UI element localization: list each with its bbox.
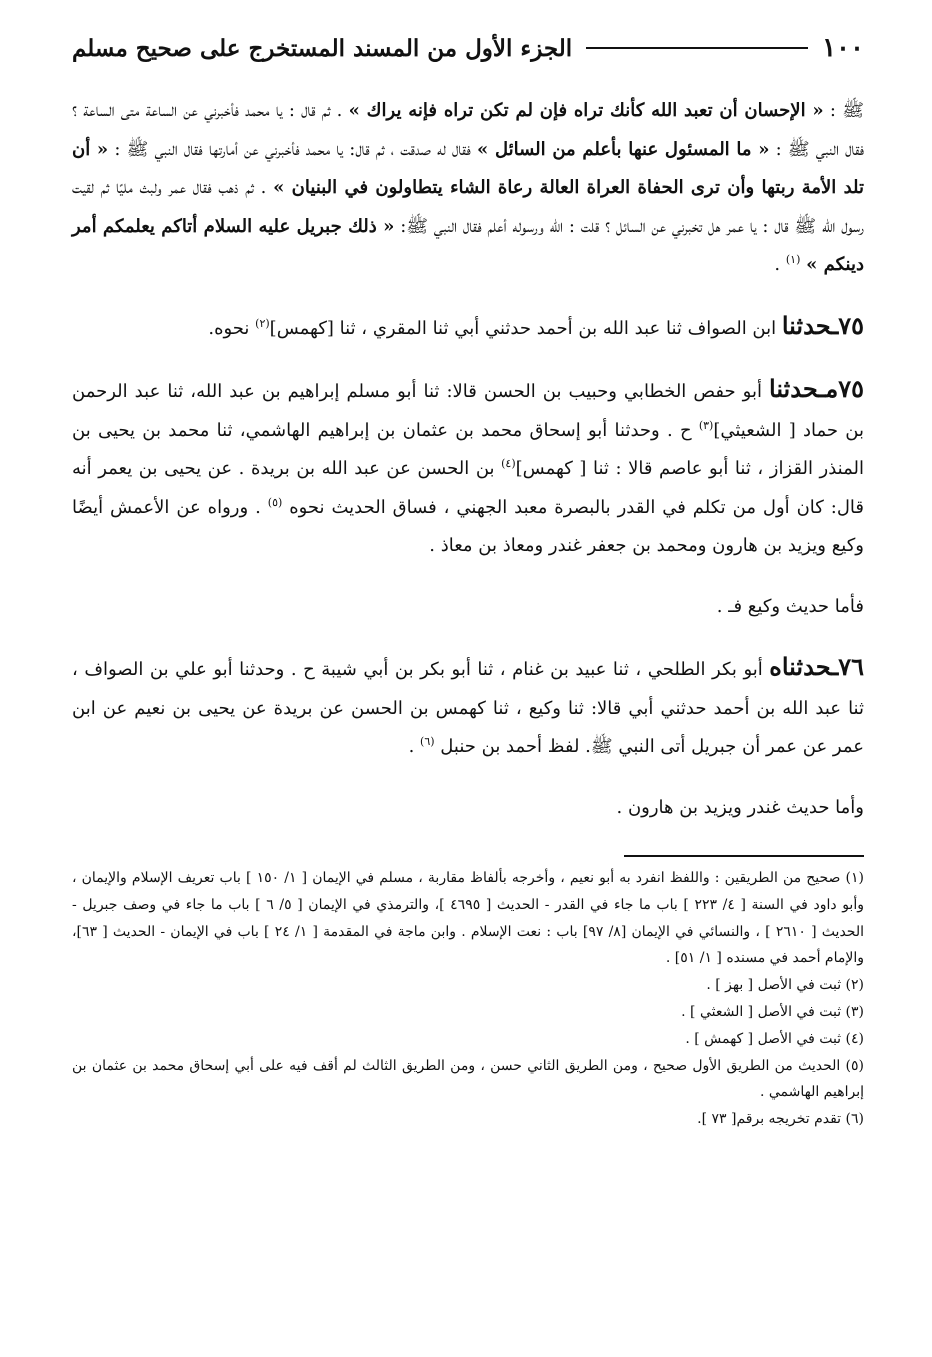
hadith-number: ٧٦ـ [831,652,864,681]
running-header [72,20,864,76]
footnote-marker: (٦) [420,735,435,748]
paragraph-hadith-75m [72,370,864,566]
paragraph-hadith-76 [72,648,864,767]
page-number: ١٠٠ [822,33,864,63]
footnote-marker: (٤) [501,457,516,470]
header-rule [586,47,808,49]
text-run: . ثم قال : يا محمد فأخبرني عن الساعة متى الساعة ؟ فقال النبي ﷺ : [72,100,864,160]
text-run: أبو حفص الخطابي وحبيب بن الحسن قالا: ثنا أبو مسلم إبراهيم بن عبد الله، ثنا عبد الرحمن بن حماد [ الشعيثي] [72,381,864,441]
text-run: أبو بكر الطلحي ، ثنا عبيد بن غنام ، ثنا أبو بكر بن أبي شيبة ح . وحدثنا أبو علي بن الصواف ، ثنا عبد الله بن أحمد حدثني أبي قالا: ثنا وكيع ، ثنا كهمس بن الحسن عن بريدة عن يحيى بن نعيم عن ابن عمر عن عمر أن جبريل أتى النبي ﷺ. لفظ أحمد بن حنبل [72,659,864,757]
footnote-5: (٥) الحديث من الطريق الأول صحيح ، ومن الطريق الثاني حسن ، ومن الطريق الثالث لم أقف فيه على أبي إسحاق محمد بن عثمان بن إبراهيم الهاشمي . [72,1057,864,1101]
running-title: الجزء الأول من المسند المستخرج على صحيح مسلم [72,34,573,62]
paragraph-hadith-continuation [72,92,864,285]
text-run: ﷺ : [823,100,864,121]
footnote-6: (٦) تقدم تخريجه برقم[ ٧٣ ]. [697,1111,864,1128]
text-run: بن الحسن عن عبد الله بن بريدة . عن يحيى بن يعمر أنه قال: كان أول من تكلم في القدر بالبصرة معبد الجهني ، فساق الحديث نحوه [72,458,865,518]
main-text [72,92,864,827]
quote-bold: « ذلك جبريل عليه السلام أتاكم يعلمكم أمر دينكم » [72,215,864,275]
footnote-2: (٢) ثبت في الأصل [ بهز ] . [706,977,864,994]
hadith-number: ٧٥مـ [818,374,864,403]
text-run: ح . وحدثنا أبو إسحاق محمد بن عثمان بن إبراهيم الهاشمي، ثنا محمد بن يحيى بن المنذر القزاز ، ثنا أبو عاصم قالا : ثنا [ كهمس] [72,419,864,479]
quote-bold: « ما المسئول عنها بأعلم من السائل » [476,138,770,160]
footnote-marker: (٥) [267,495,283,509]
text-run: نحوه. [208,317,256,339]
text-run: . [408,736,421,757]
hadith-lead-word: حدثنا [769,374,819,403]
hadith-lead-word: حدثنا [781,310,832,340]
footnote-separator [624,855,864,857]
quote-bold: « الإحسان أن تعبد الله كأنك تراه فإن لم تكن تراه فإنه يراك » [348,100,824,121]
footnote-marker: (٢) [255,316,270,330]
footnote-4: (٤) ثبت في الأصل [ كهمش ] . [685,1030,864,1047]
footnote-1: (١) صحيح من الطريقين : واللفظ انفرد به أبو نعيم ، وأخرجه بألفاظ مقاربة ، مسلم في الإيمان [ ١/ ١٥٠ ] باب تعريف الإسلام والإيمان ، وأبو داود في السنة [ ٤/ ٢٢٣ ] باب ما جاء في القدر - الحديث [ ٤٦٩٥ ]، والترمذي في الإيمان [ ٥/ ٦ ] باب ما جاء في وصف جبريل - الحديث [ ٢٦١٠ ] ، والنسائي في الإيمان [٨/ ٩٧] باب : نعت الإسلام . وابن ماجة في المقدمة [ ١/ ٢٤ ] باب في الإيمان - الحديث [ ٦٣]، والإمام أحمد في مسنده [ ١/ ٥١] . [72,870,865,967]
quote-bold: « أن تلد الأمة ربتها وأن ترى الحفاة العراة العالة رعاة الشاء يتطاولون في البنيان » [72,138,865,198]
text-run: فقال له صدقت ، ثم قال: يا محمد فأخبرني عن أمارتها فقال النبي ﷺ : [108,138,477,160]
text-run: . ثم ذهب فقال عمر ولبث مليًا ثم لقيت رسول الله ﷺ قال : يا عمر هل تخبرني عن السائل ؟ قلت : الله ورسوله أعلم فقال النبي ﷺ: [72,177,864,237]
text-run: ابن الصواف ثنا عبد الله بن أحمد حدثني أبي ثنا المقري ، ثنا [كهمس] [269,317,782,339]
text-run: . [774,254,786,275]
footnotes [72,865,864,1133]
text-run: . ورواه عن الأعمش أيضًا وكيع ويزيد بن هارون ومحمد بن جعفر غندر ومعاذ بن معاذ . [72,496,864,556]
paragraph-waki-note: فأما حديث وكيع فـ . [716,595,864,617]
paragraph-ghundar-note: وأما حديث غندر ويزيد بن هارون . [616,796,864,818]
footnote-marker: (٣) [698,418,714,432]
hadith-number: ٧٥ـ [831,310,864,340]
footnote-3: (٣) ثبت في الأصل [ الشعثي ] . [681,1003,864,1020]
footnote-marker: (١) [785,253,801,266]
paragraph-hadith-75 [72,307,864,349]
hadith-lead-word: حدثناه [769,652,832,681]
